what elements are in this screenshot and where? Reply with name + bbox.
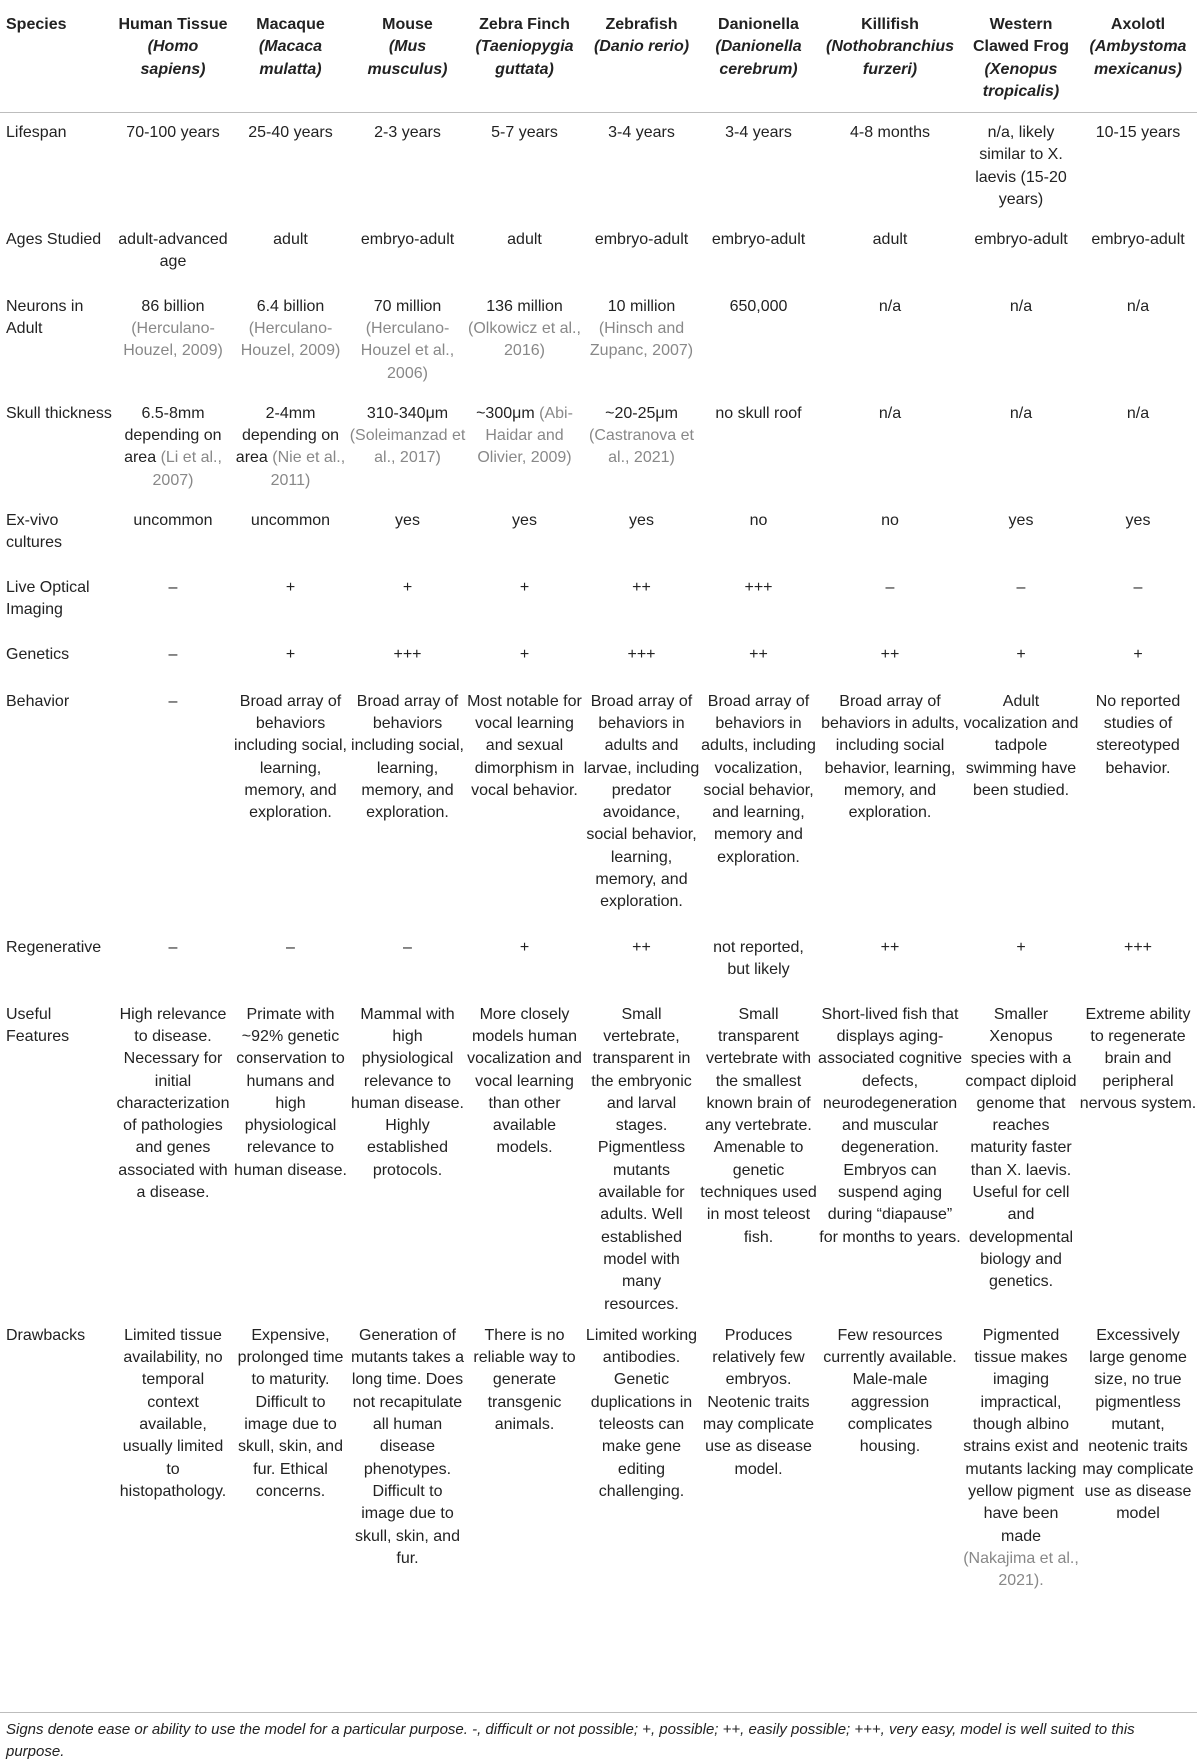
cell-text: adult bbox=[872, 230, 908, 248]
table-cell bbox=[700, 635, 817, 682]
table-cell bbox=[963, 682, 1079, 928]
species-header bbox=[114, 8, 232, 113]
cell-text: Expensive, prolonged time to maturity. Difficult to image due to skull, skin, and fur. Ethical concerns. bbox=[237, 1326, 344, 1500]
table-cell bbox=[114, 568, 232, 635]
row-label: Behavior bbox=[6, 692, 70, 710]
table-row bbox=[0, 928, 1197, 995]
footnote-divider bbox=[0, 1712, 1197, 1713]
cell-text: Few resources currently available. Male-male aggression complicates housing. bbox=[823, 1326, 957, 1456]
cell-text: Extreme ability to regenerate brain and peripheral nervous system. bbox=[1079, 1005, 1197, 1112]
table-row bbox=[0, 682, 1197, 928]
table-cell bbox=[232, 635, 349, 682]
table-cell bbox=[466, 113, 583, 220]
cell-text: Excessively large genome size, no true pigmentless mutant, neotenic traits may complicate use as disease model bbox=[1082, 1326, 1194, 1523]
species-header bbox=[817, 8, 963, 113]
table-cell bbox=[466, 501, 583, 568]
table-cell bbox=[963, 287, 1079, 394]
cell-text: Generation of mutants takes a long time. Does not recapitulate all human disease phenotypes. Difficult to image due to skull, skin, and fur. bbox=[351, 1326, 464, 1567]
species-common-name: Danionella bbox=[718, 16, 799, 33]
table-cell bbox=[963, 928, 1079, 995]
cell-text: Most notable for vocal learning and sexual dimorphism in vocal behavior. bbox=[467, 692, 582, 799]
species-header bbox=[349, 8, 466, 113]
table-cell bbox=[963, 995, 1079, 1316]
cell-text: embryo-adult bbox=[711, 230, 806, 248]
cell-text: +++ bbox=[744, 578, 773, 596]
table-body bbox=[0, 113, 1197, 1593]
cell-text: + bbox=[1016, 645, 1026, 663]
cell-text: – bbox=[168, 938, 178, 956]
cell-text: Short-lived fish that displays aging-associated cognitive defects, neurodegeneration and muscular degeneration. Embryos can suspend aging during “diapause” for months to years. bbox=[817, 1005, 963, 1246]
cell-text: Limited tissue availability, no temporal context available, usually limited to histopathology. bbox=[119, 1326, 227, 1500]
table-cell bbox=[232, 220, 349, 287]
table-cell bbox=[466, 568, 583, 635]
table-cell bbox=[349, 635, 466, 682]
cell-text: 2-3 years bbox=[374, 124, 441, 142]
table-row bbox=[0, 501, 1197, 568]
table-cell bbox=[963, 1316, 1079, 1593]
cell-text: Small vertebrate, transparent in the embryonic and larval stages. Pigmentless mutants available for adults. Well established model with many resources. bbox=[591, 1005, 692, 1313]
table-cell bbox=[700, 568, 817, 635]
table-cell bbox=[817, 928, 963, 995]
cell-text: 5-7 years bbox=[491, 124, 558, 142]
row-label: Ages Studied bbox=[6, 230, 102, 248]
species-latin-name: (Macaca mulatta) bbox=[258, 38, 323, 78]
cell-text: + bbox=[519, 578, 530, 596]
species-common-name: Zebra Finch bbox=[479, 16, 570, 33]
cell-text: Limited working antibodies. Genetic duplications in teleosts can make gene editing challenging. bbox=[585, 1326, 698, 1500]
species-latin-name: (Homo sapiens) bbox=[140, 38, 206, 78]
species-latin-name: (Ambystoma mexicanus) bbox=[1089, 38, 1187, 78]
species-common-name: Axolotl bbox=[1110, 16, 1166, 33]
table-cell bbox=[583, 568, 700, 635]
table-cell bbox=[817, 113, 963, 220]
species-header bbox=[232, 8, 349, 113]
cell-text: – bbox=[885, 578, 895, 596]
cell-text: 650,000 bbox=[729, 297, 788, 315]
table-cell bbox=[700, 287, 817, 394]
cell-text: n/a bbox=[878, 297, 902, 315]
table-cell bbox=[349, 1316, 466, 1593]
cell-text: n/a bbox=[878, 404, 902, 422]
table-row bbox=[0, 1316, 1197, 1593]
table-cell bbox=[232, 682, 349, 928]
table-cell bbox=[1079, 113, 1197, 220]
table-cell bbox=[700, 220, 817, 287]
row-label: Skull thickness bbox=[6, 404, 112, 422]
cell-text: ++ bbox=[749, 645, 768, 663]
citation-link[interactable]: (Herculano-Houzel, 2009) bbox=[240, 319, 341, 360]
cell-text: yes bbox=[395, 511, 420, 529]
cell-text: – bbox=[1133, 578, 1143, 596]
table-row bbox=[0, 113, 1197, 220]
table-cell bbox=[583, 1316, 700, 1593]
row-label: Live Optical Imaging bbox=[6, 578, 90, 618]
table-cell bbox=[466, 220, 583, 287]
citation-link[interactable]: (Soleimanzad et al., 2017) bbox=[349, 426, 466, 467]
table-cell bbox=[1079, 394, 1197, 501]
cell-text: – bbox=[168, 645, 178, 663]
cell-text: + bbox=[519, 938, 530, 956]
cell-text: 70 million bbox=[373, 297, 442, 315]
table-cell bbox=[817, 635, 963, 682]
table-cell bbox=[466, 287, 583, 394]
cell-text: ~20-25μm bbox=[605, 404, 678, 422]
cell-text: More closely models human vocalization and vocal learning than other available models. bbox=[467, 1005, 582, 1157]
cell-text: n/a bbox=[1009, 297, 1033, 315]
cell-text: Broad array of behaviors including social, learning, memory, and exploration. bbox=[234, 692, 347, 822]
cell-text: Broad array of behaviors in adults, including social behavior, learning, memory, and exploration. bbox=[821, 692, 959, 822]
table-cell bbox=[700, 501, 817, 568]
cell-text: embryo-adult bbox=[1091, 230, 1185, 248]
cell-text: embryo-adult bbox=[360, 230, 455, 248]
species-header bbox=[700, 8, 817, 113]
species-header bbox=[583, 8, 700, 113]
species-common-name: Macaque bbox=[256, 16, 325, 33]
cell-text: embryo-adult bbox=[974, 230, 1068, 248]
table-cell bbox=[114, 928, 232, 995]
citation-link[interactable]: (Herculano-Houzel, 2009) bbox=[123, 319, 223, 360]
table-cell bbox=[349, 220, 466, 287]
cell-text: adult bbox=[507, 230, 542, 248]
cell-text: 10-15 years bbox=[1095, 124, 1181, 142]
table-cell bbox=[114, 394, 232, 501]
cell-text: + bbox=[1016, 938, 1026, 956]
cell-text: uncommon bbox=[250, 511, 331, 529]
table-cell bbox=[817, 501, 963, 568]
row-label: Drawbacks bbox=[6, 1326, 86, 1344]
cell-text: uncommon bbox=[133, 511, 213, 529]
table-cell bbox=[466, 394, 583, 501]
cell-text: 6.4 billion bbox=[256, 297, 325, 315]
cell-text: no skull roof bbox=[715, 404, 802, 422]
cell-text: High relevance to disease. Necessary for initial characterization of pathologies and genes associated with a disease. bbox=[116, 1005, 230, 1202]
table-cell bbox=[700, 928, 817, 995]
table-cell bbox=[232, 568, 349, 635]
citation-link[interactable]: (Nakajima et al., 2021). bbox=[963, 1549, 1079, 1590]
species-latin-name: (Mus musculus) bbox=[367, 38, 448, 78]
table-cell bbox=[114, 635, 232, 682]
citation-link[interactable]: (Hinsch and Zupanc, 2007) bbox=[589, 319, 694, 360]
table-cell bbox=[817, 682, 963, 928]
cell-text: not reported, but likely bbox=[713, 938, 804, 978]
species-common-name: Killifish bbox=[861, 16, 919, 33]
table-cell bbox=[817, 394, 963, 501]
table-cell bbox=[349, 501, 466, 568]
table-cell bbox=[700, 995, 817, 1316]
table-cell bbox=[700, 394, 817, 501]
table-cell bbox=[114, 220, 232, 287]
row-label: Lifespan bbox=[6, 124, 67, 142]
species-comparison-table bbox=[0, 8, 1197, 1592]
cell-text: Broad array of behaviors including social, learning, memory, and exploration. bbox=[351, 692, 464, 822]
cell-text: yes bbox=[1008, 511, 1034, 529]
table-row bbox=[0, 568, 1197, 635]
table-cell bbox=[232, 394, 349, 501]
table-cell bbox=[114, 501, 232, 568]
cell-text: Mammal with high physiological relevance to human disease. Highly established protocols. bbox=[351, 1005, 464, 1179]
table-cell bbox=[817, 568, 963, 635]
table-cell bbox=[114, 287, 232, 394]
cell-text: – bbox=[168, 578, 178, 596]
cell-text: 6.5-8mm depending on area bbox=[124, 404, 222, 467]
table-cell bbox=[349, 568, 466, 635]
cell-text: +++ bbox=[627, 645, 656, 663]
citation-link[interactable]: (Castranova et al., 2021) bbox=[589, 426, 694, 467]
row-label: Useful Features bbox=[6, 1005, 70, 1045]
table-row bbox=[0, 220, 1197, 287]
table-cell bbox=[1079, 995, 1197, 1316]
table-cell bbox=[349, 928, 466, 995]
row-label: Neurons in Adult bbox=[6, 297, 84, 337]
species-header bbox=[1079, 8, 1197, 113]
cell-text: 310-340μm bbox=[366, 404, 449, 422]
cell-text: n/a bbox=[1126, 297, 1150, 315]
cell-text: Adult vocalization and tadpole swimming have been studied. bbox=[963, 692, 1079, 799]
cell-text: Pigmented tissue makes imaging impractical, though albino strains exist and mutants lacking yellow pigment have been made bbox=[963, 1326, 1079, 1545]
table-cell bbox=[466, 1316, 583, 1593]
table-cell bbox=[466, 682, 583, 928]
row-label: Regenerative bbox=[6, 938, 102, 956]
table-cell bbox=[114, 682, 232, 928]
table-cell bbox=[583, 928, 700, 995]
table-cell bbox=[1079, 1316, 1197, 1593]
cell-text: ++ bbox=[880, 645, 900, 663]
cell-text: +++ bbox=[1123, 938, 1153, 956]
table-cell bbox=[1079, 635, 1197, 682]
species-latin-name: (Danionella cerebrum) bbox=[715, 38, 802, 78]
cell-text: yes bbox=[629, 511, 654, 529]
cell-text: embryo-adult bbox=[594, 230, 689, 248]
cell-text: +++ bbox=[393, 645, 422, 663]
cell-text: Produces relatively few embryos. Neotenic traits may complicate use as disease model. bbox=[702, 1326, 815, 1478]
table-cell bbox=[232, 1316, 349, 1593]
cell-text: Small transparent vertebrate with the smallest known brain of any vertebrate. Amenable to genetic techniques used in most teleost fish. bbox=[700, 1005, 817, 1246]
species-common-name: Human Tissue bbox=[118, 16, 228, 33]
cell-text: – bbox=[286, 938, 295, 956]
species-column-header: Species bbox=[6, 16, 67, 33]
cell-text: + bbox=[402, 578, 413, 596]
table-cell bbox=[700, 113, 817, 220]
table-cell bbox=[583, 113, 700, 220]
table-cell bbox=[114, 1316, 232, 1593]
cell-text: yes bbox=[1125, 511, 1151, 529]
cell-text: Broad array of behaviors in adults and larvae, including predator avoidance, social behavior, learning, memory, and exploration. bbox=[583, 692, 700, 911]
table-cell bbox=[114, 995, 232, 1316]
table-cell bbox=[817, 1316, 963, 1593]
cell-text: n/a, likely similar to X. laevis (15-20 years) bbox=[975, 124, 1067, 209]
table-cell bbox=[817, 287, 963, 394]
cell-text: – bbox=[403, 938, 412, 956]
table-cell bbox=[963, 501, 1079, 568]
row-label: Ex-vivo cultures bbox=[6, 511, 63, 551]
cell-text: – bbox=[168, 692, 178, 710]
table-cell bbox=[466, 928, 583, 995]
citation-link[interactable]: (Li et al., 2007) bbox=[152, 449, 222, 489]
cell-text: Smaller Xenopus species with a compact diploid genome that reaches maturity faster than X. laevis. Useful for cell and developmental biology and genetics. bbox=[965, 1005, 1077, 1291]
cell-text: ++ bbox=[632, 938, 651, 956]
cell-text: 70-100 years bbox=[126, 124, 220, 142]
table-cell bbox=[232, 995, 349, 1316]
table-cell bbox=[1079, 501, 1197, 568]
table-cell bbox=[700, 682, 817, 928]
cell-text: Primate with ~92% genetic conservation to humans and high physiological relevance to human disease. bbox=[234, 1005, 347, 1179]
cell-text: There is no reliable way to generate transgenic animals. bbox=[473, 1326, 576, 1434]
table-cell bbox=[583, 501, 700, 568]
species-header bbox=[963, 8, 1079, 113]
row-label: Genetics bbox=[6, 645, 70, 663]
cell-text: n/a bbox=[1009, 404, 1033, 422]
cell-text: n/a bbox=[1126, 404, 1150, 422]
cell-text: + bbox=[285, 645, 296, 663]
table-cell bbox=[349, 995, 466, 1316]
table-cell bbox=[963, 220, 1079, 287]
table-cell bbox=[349, 113, 466, 220]
table-cell bbox=[349, 287, 466, 394]
table-cell bbox=[583, 995, 700, 1316]
citation-link[interactable]: (Herculano-Houzel et al., 2006) bbox=[360, 319, 455, 382]
cell-text: ++ bbox=[632, 578, 651, 596]
species-latin-name: (Danio rerio) bbox=[593, 38, 690, 56]
cell-text: no bbox=[749, 511, 768, 529]
table-cell bbox=[963, 568, 1079, 635]
table-cell bbox=[700, 1316, 817, 1593]
cell-text: No reported studies of stereotyped behavior. bbox=[1095, 692, 1181, 777]
table-cell bbox=[583, 287, 700, 394]
cell-text: ++ bbox=[880, 938, 900, 956]
table-cell bbox=[963, 394, 1079, 501]
table-cell bbox=[232, 113, 349, 220]
citation-link[interactable]: (Olkowicz et al., 2016) bbox=[468, 319, 581, 360]
table-cell bbox=[817, 220, 963, 287]
cell-text: yes bbox=[512, 511, 537, 529]
cell-text: + bbox=[1133, 645, 1143, 663]
cell-text: 25-40 years bbox=[248, 124, 333, 142]
cell-text: + bbox=[519, 645, 530, 663]
cell-text: adult bbox=[273, 230, 308, 248]
citation-link[interactable]: (Nie et al., 2011) bbox=[270, 449, 346, 489]
table-cell bbox=[583, 635, 700, 682]
table-cell bbox=[232, 501, 349, 568]
cell-text: ~300μm bbox=[476, 404, 535, 422]
species-common-name: Zebrafish bbox=[605, 16, 678, 33]
table-cell bbox=[963, 635, 1079, 682]
cell-text: 3-4 years bbox=[725, 124, 792, 142]
citation-link[interactable]: (Abi-Haidar and Olivier, 2009) bbox=[477, 404, 573, 467]
table-cell bbox=[1079, 568, 1197, 635]
table-cell bbox=[583, 682, 700, 928]
species-latin-name: (Taeniopygia guttata) bbox=[475, 38, 574, 78]
table-cell bbox=[963, 113, 1079, 220]
cell-text: 136 million bbox=[486, 297, 563, 315]
table-row bbox=[0, 635, 1197, 682]
table-footnote: Signs denote ease or ability to use the model for a particular purpose. -, difficult or not possible; +, possible; ++, easily possible; +++, very easy, model is well suited to this purpose. bbox=[6, 1721, 1135, 1760]
table-cell bbox=[1079, 287, 1197, 394]
cell-text: no bbox=[881, 511, 899, 529]
cell-text: 2-4mm depending on area bbox=[235, 404, 339, 467]
cell-text: 10 million bbox=[607, 297, 676, 315]
table-cell bbox=[1079, 220, 1197, 287]
cell-text: 4-8 months bbox=[849, 124, 931, 142]
table-cell bbox=[1079, 928, 1197, 995]
table-cell bbox=[1079, 682, 1197, 928]
cell-text: 86 billion bbox=[141, 297, 205, 315]
species-common-name: Mouse bbox=[382, 16, 433, 33]
species-latin-name: (Nothobranchius furzeri) bbox=[826, 38, 954, 78]
table-cell bbox=[232, 928, 349, 995]
table-cell bbox=[583, 220, 700, 287]
cell-text: Broad array of behaviors in adults, including vocalization, social behavior, and learning, memory and exploration. bbox=[701, 692, 816, 866]
table-row bbox=[0, 394, 1197, 501]
table-row bbox=[0, 995, 1197, 1316]
table-cell bbox=[583, 394, 700, 501]
header-row bbox=[0, 8, 1197, 113]
table-row bbox=[0, 287, 1197, 394]
table-cell bbox=[466, 635, 583, 682]
table-cell bbox=[817, 995, 963, 1316]
table-cell bbox=[349, 682, 466, 928]
species-common-name: Western Clawed Frog bbox=[972, 16, 1069, 56]
cell-text: + bbox=[285, 578, 296, 596]
table-cell bbox=[466, 995, 583, 1316]
species-header bbox=[466, 8, 583, 113]
table-cell bbox=[114, 113, 232, 220]
cell-text: 3-4 years bbox=[608, 124, 675, 142]
species-latin-name: (Xenopus tropicalis) bbox=[982, 60, 1060, 100]
cell-text: – bbox=[1016, 578, 1026, 596]
cell-text: adult-advanced age bbox=[118, 230, 228, 270]
table-cell bbox=[232, 287, 349, 394]
table-cell bbox=[349, 394, 466, 501]
